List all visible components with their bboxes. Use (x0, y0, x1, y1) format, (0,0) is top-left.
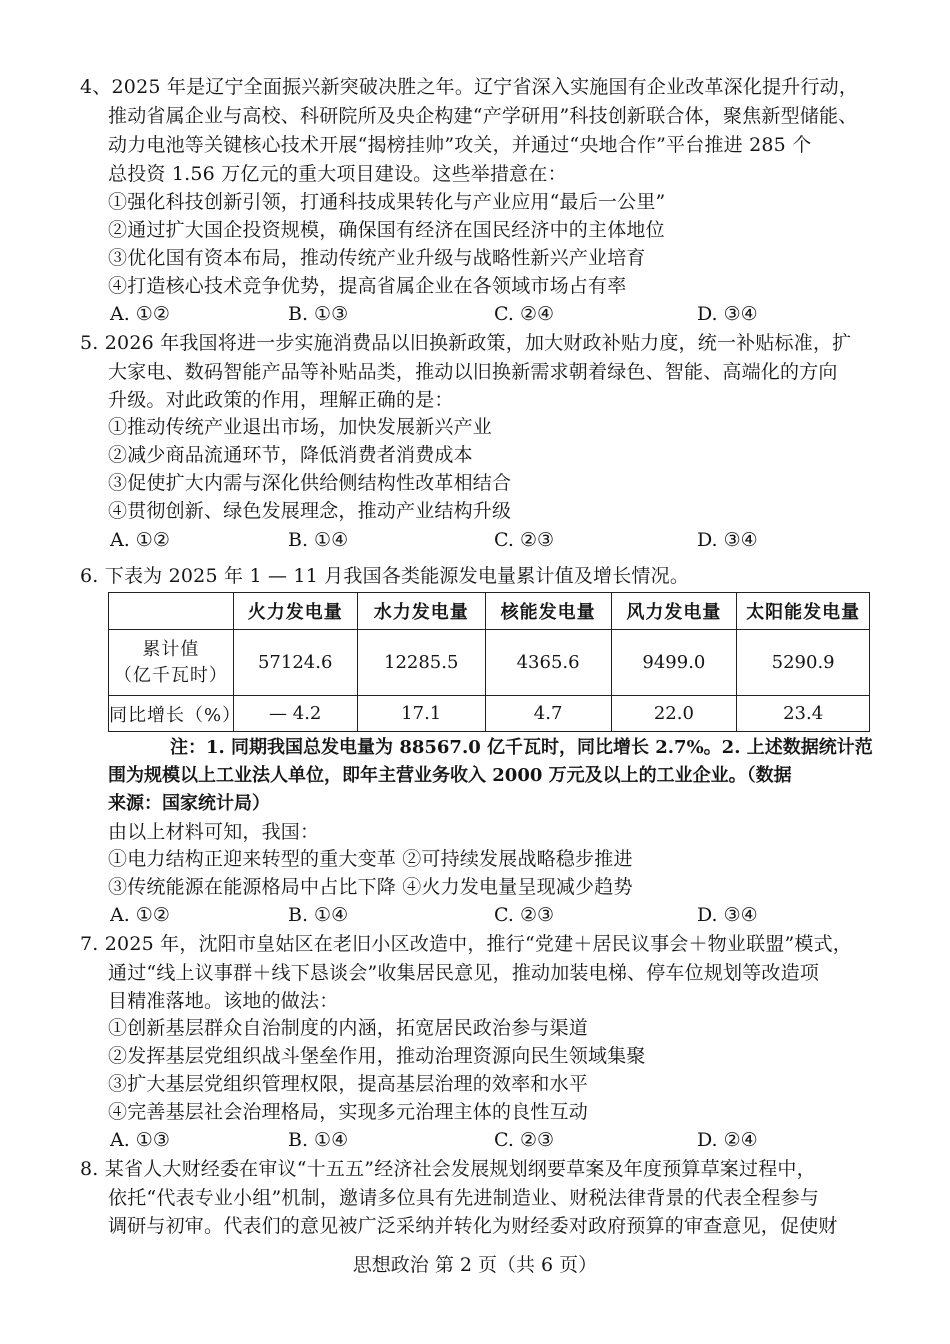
q4-statement-3: ③优化国有资本布局，推动传统产业升级与战略性新兴产业培育 (108, 247, 646, 269)
table-row (109, 630, 870, 696)
q7-option-d[interactable]: D. ②④ (697, 1129, 758, 1151)
q4-stem-line-1: 4、2025 年是辽宁全面振兴新突破决胜之年。辽宁省深入实施国有企业改革深化提升行动， (80, 76, 859, 98)
q7-statement-1: ①创新基层群众自治制度的内涵，拓宽居民政治参与渠道 (108, 1017, 589, 1039)
table-cell: 9499.0 (611, 630, 737, 696)
q4-statement-4: ④打造核心技术竞争优势，提高省属企业在各领域市场占有率 (108, 275, 627, 297)
q5-stem-line-2: 大家电、数码智能产品等补贴品类，推动以旧换新需求朝着绿色、智能、高端化的方向 (108, 361, 838, 383)
q4-option-b[interactable]: B. ①③ (288, 303, 349, 325)
q6-intro: 6. 下表为 2025 年 1 — 11 月我国各类能源发电量累计值及增长情况。 (80, 565, 690, 587)
table-cell: — 4.2 (233, 696, 357, 732)
q5-option-b[interactable]: B. ①④ (288, 529, 349, 551)
row-label-line-2: （亿千瓦时） (113, 664, 228, 686)
q5-statement-2: ②减少商品流通环节，降低消费者消费成本 (108, 444, 473, 466)
q6-option-d[interactable]: D. ③④ (697, 904, 758, 926)
table-cell: 22.0 (611, 696, 737, 732)
q4-stem-line-2: 推动省属企业与高校、科研院所及央企构建“产学研用”科技创新联合体，聚焦新型储能、 (108, 105, 858, 127)
q6-statements-1-2: ①电力结构正迎来转型的重大变革 ②可持续发展战略稳步推进 (108, 848, 633, 870)
q8-stem-line-2: 依托“代表专业小组”机制，邀请多位具有先进制造业、财税法律背景的代表全程参与 (108, 1187, 820, 1209)
table-header-wind: 风力发电量 (611, 593, 737, 630)
q8-stem-line-3: 调研与初审。代表们的意见被广泛采纳并转化为财经委对政府预算的审查意见，促使财 (108, 1215, 838, 1237)
q7-option-a[interactable]: A. ①③ (110, 1129, 170, 1151)
table-row-label-cumulative (109, 630, 234, 696)
q4-statement-1: ①强化科技创新引领，打通科技成果转化与产业应用“最后一公里” (108, 191, 666, 213)
q4-stem-line-3: 动力电池等关键核心技术开展“揭榜挂帅”攻关，并通过“央地合作”平台推进 285 个 (108, 134, 812, 156)
table-cell: 4.7 (485, 696, 611, 732)
row-label-line-1: 累计值 (142, 638, 200, 660)
q6-option-c[interactable]: C. ②③ (494, 904, 555, 926)
q5-option-d[interactable]: D. ③④ (697, 529, 758, 551)
q7-statement-4: ④完善基层社会治理格局，实现多元治理主体的良性互动 (108, 1101, 589, 1123)
table-cell: 23.4 (737, 696, 870, 732)
table-cell: 4365.6 (485, 630, 611, 696)
q6-option-b[interactable]: B. ①④ (288, 904, 349, 926)
table-row-label-growth: 同比增长（%） (109, 696, 234, 732)
table-row (109, 696, 870, 732)
q6-note-line-2: 围为规模以上工业法人单位，即年主营业务收入 2000 万元及以上的工业企业。（数据 (108, 765, 792, 786)
table-header-hydro: 水力发电量 (357, 593, 485, 630)
table-cell: 12285.5 (357, 630, 485, 696)
q4-stem-line-4: 总投资 1.56 万亿元的重大项目建设。这些举措意在： (108, 163, 567, 185)
table-header-row (109, 593, 870, 630)
table-header-nuclear: 核能发电量 (485, 593, 611, 630)
table-header-solar: 太阳能发电量 (737, 593, 870, 630)
q8-stem-line-1: 8. 某省人大财经委在审议“十五五”经济社会发展规划纲要草案及年度预算草案过程中， (80, 1158, 816, 1180)
table-header-thermal: 火力发电量 (233, 593, 357, 630)
q5-stem-line-3: 升级。对此政策的作用，理解正确的是： (108, 389, 454, 411)
table-cell: 5290.9 (737, 630, 870, 696)
q5-option-c[interactable]: C. ②③ (494, 529, 555, 551)
q5-option-a[interactable]: A. ①② (110, 529, 170, 551)
q5-statement-4: ④贯彻创新、绿色发展理念，推动产业结构升级 (108, 500, 512, 522)
q4-statement-2: ②通过扩大国企投资规模，确保国有经济在国民经济中的主体地位 (108, 219, 665, 241)
table-cell: 17.1 (357, 696, 485, 732)
q7-stem-line-3: 目精准落地。该地的做法： (108, 990, 339, 1012)
q7-statement-3: ③扩大基层党组织管理权限，提高基层治理的效率和水平 (108, 1073, 589, 1095)
q4-option-a[interactable]: A. ①② (110, 303, 170, 325)
q6-note-line-3: 来源：国家统计局） (108, 793, 270, 814)
q4-option-d[interactable]: D. ③④ (697, 303, 758, 325)
q5-statement-3: ③促使扩大内需与深化供给侧结构性改革相结合 (108, 472, 512, 494)
q7-option-c[interactable]: C. ②③ (494, 1129, 555, 1151)
q7-stem-line-2: 通过“线上议事群＋线下恳谈会”收集居民意见，推动加装电梯、停车位规划等改造项 (108, 962, 820, 984)
q6-statements-3-4: ③传统能源在能源格局中占比下降 ④火力发电量呈现减少趋势 (108, 876, 633, 898)
q7-statement-2: ②发挥基层党组织战斗堡垒作用，推动治理资源向民生领域集聚 (108, 1045, 646, 1067)
q7-option-b[interactable]: B. ①④ (288, 1129, 349, 1151)
q4-option-c[interactable]: C. ②④ (494, 303, 555, 325)
table-header-corner (109, 593, 234, 630)
table-cell: 57124.6 (233, 630, 357, 696)
q6-question: 由以上材料可知，我国： (108, 821, 320, 843)
energy-table (108, 592, 870, 732)
q6-option-a[interactable]: A. ①② (110, 904, 170, 926)
q7-stem-line-1: 7. 2025 年，沈阳市皇姑区在老旧小区改造中，推行“党建＋居民议事会＋物业联盟”模式， (80, 933, 852, 955)
q5-statement-1: ①推动传统产业退出市场，加快发展新兴产业 (108, 416, 493, 438)
q6-note-line-1: 注：1. 同期我国总发电量为 88567.0 亿千瓦时，同比增长 2.7%。2. 上述数据统计范 (170, 737, 873, 758)
q5-stem-line-1: 5. 2026 年我国将进一步实施消费品以旧换新政策，加大财政补贴力度，统一补贴标准，扩 (80, 332, 852, 354)
page-footer: 思想政治 第 2 页（共 6 页） (352, 1254, 598, 1276)
